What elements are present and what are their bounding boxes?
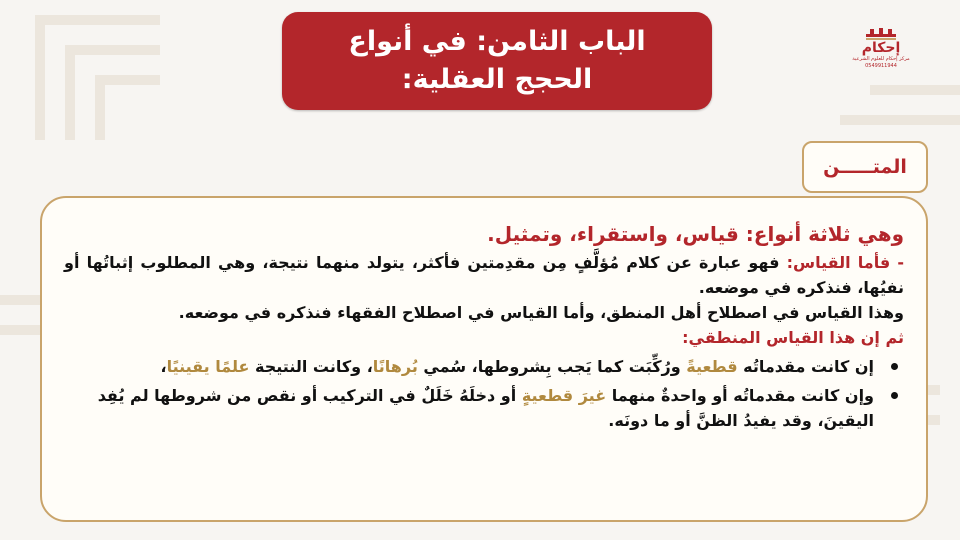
content-card [40, 196, 928, 522]
bullet-1-highlight-3: علمًا يقينيًا [166, 357, 250, 376]
qiyas-definition-paragraph [64, 250, 904, 300]
chapter-title-banner [282, 12, 712, 110]
bullet-icon [891, 392, 898, 399]
logo-phone: 0549911944 [865, 63, 897, 69]
bullet-2-text-1: وإن كانت مقدماتُه أو واحدةٌ منهما [606, 386, 874, 405]
list-item [64, 354, 904, 379]
logo-subtitle: مركز إحكام للعلوم الشرعية [852, 56, 910, 62]
bullet-1-text-3: ، وكانت النتيجة [249, 357, 373, 376]
chapter-title-line-2: الحجج العقلية: [401, 64, 593, 95]
section-tag-label: المتـــــن [823, 156, 907, 178]
bullet-1-text-2: ورُكِّبَت كما يَجب بِشروطها، سُمي [417, 357, 687, 376]
qiyas-conditions-list [64, 354, 904, 433]
bullet-1-text-1: إن كانت مقدماتُه [737, 357, 874, 376]
qiyas-definition-text: فهو عبارة عن كلام مُؤلَّفٍ مِن مقدِمتين فأكثر، يتولد منهما نتيجة، وهي المطلوب إثباتُها أو نفيُها، فنذكره في موضعه. [64, 253, 904, 297]
logical-qiyas-subheading: ثم إن هذا القياس المنطقي: [682, 328, 904, 347]
list-item [64, 383, 904, 433]
chapter-title-line-1: الباب الثامن: في أنواع [348, 26, 646, 57]
qiyas-terminology-paragraph: وهذا القياس في اصطلاح أهل المنطق، وأما القياس في اصطلاح الفقهاء فنذكره في موضعه. [178, 303, 904, 322]
section-tag-matn [802, 141, 928, 193]
bullet-2-highlight-1: غيرَ قطعيةٍ [521, 386, 607, 405]
content-heading: وهي ثلاثة أنواع: قياس، واستقراء، وتمثيل. [487, 222, 904, 246]
bullet-1-text-4: ، [160, 357, 167, 376]
bullet-2-text-2: أو دخلَهُ خَلَلٌ في التركيب أو نقص من شروطها لم يُفِد اليقينَ، وقد يفيدُ الظنَّ أو ما دونَه. [97, 386, 874, 430]
logo-name: إحكام [861, 40, 901, 56]
bullet-1-highlight-2: بُرهانًا [372, 357, 418, 376]
bullet-1-highlight-1: قطعيةً [686, 357, 738, 376]
ihkam-logo [852, 28, 910, 90]
qiyas-label: - فأما القياس: [786, 253, 905, 272]
bullet-icon [891, 363, 898, 370]
